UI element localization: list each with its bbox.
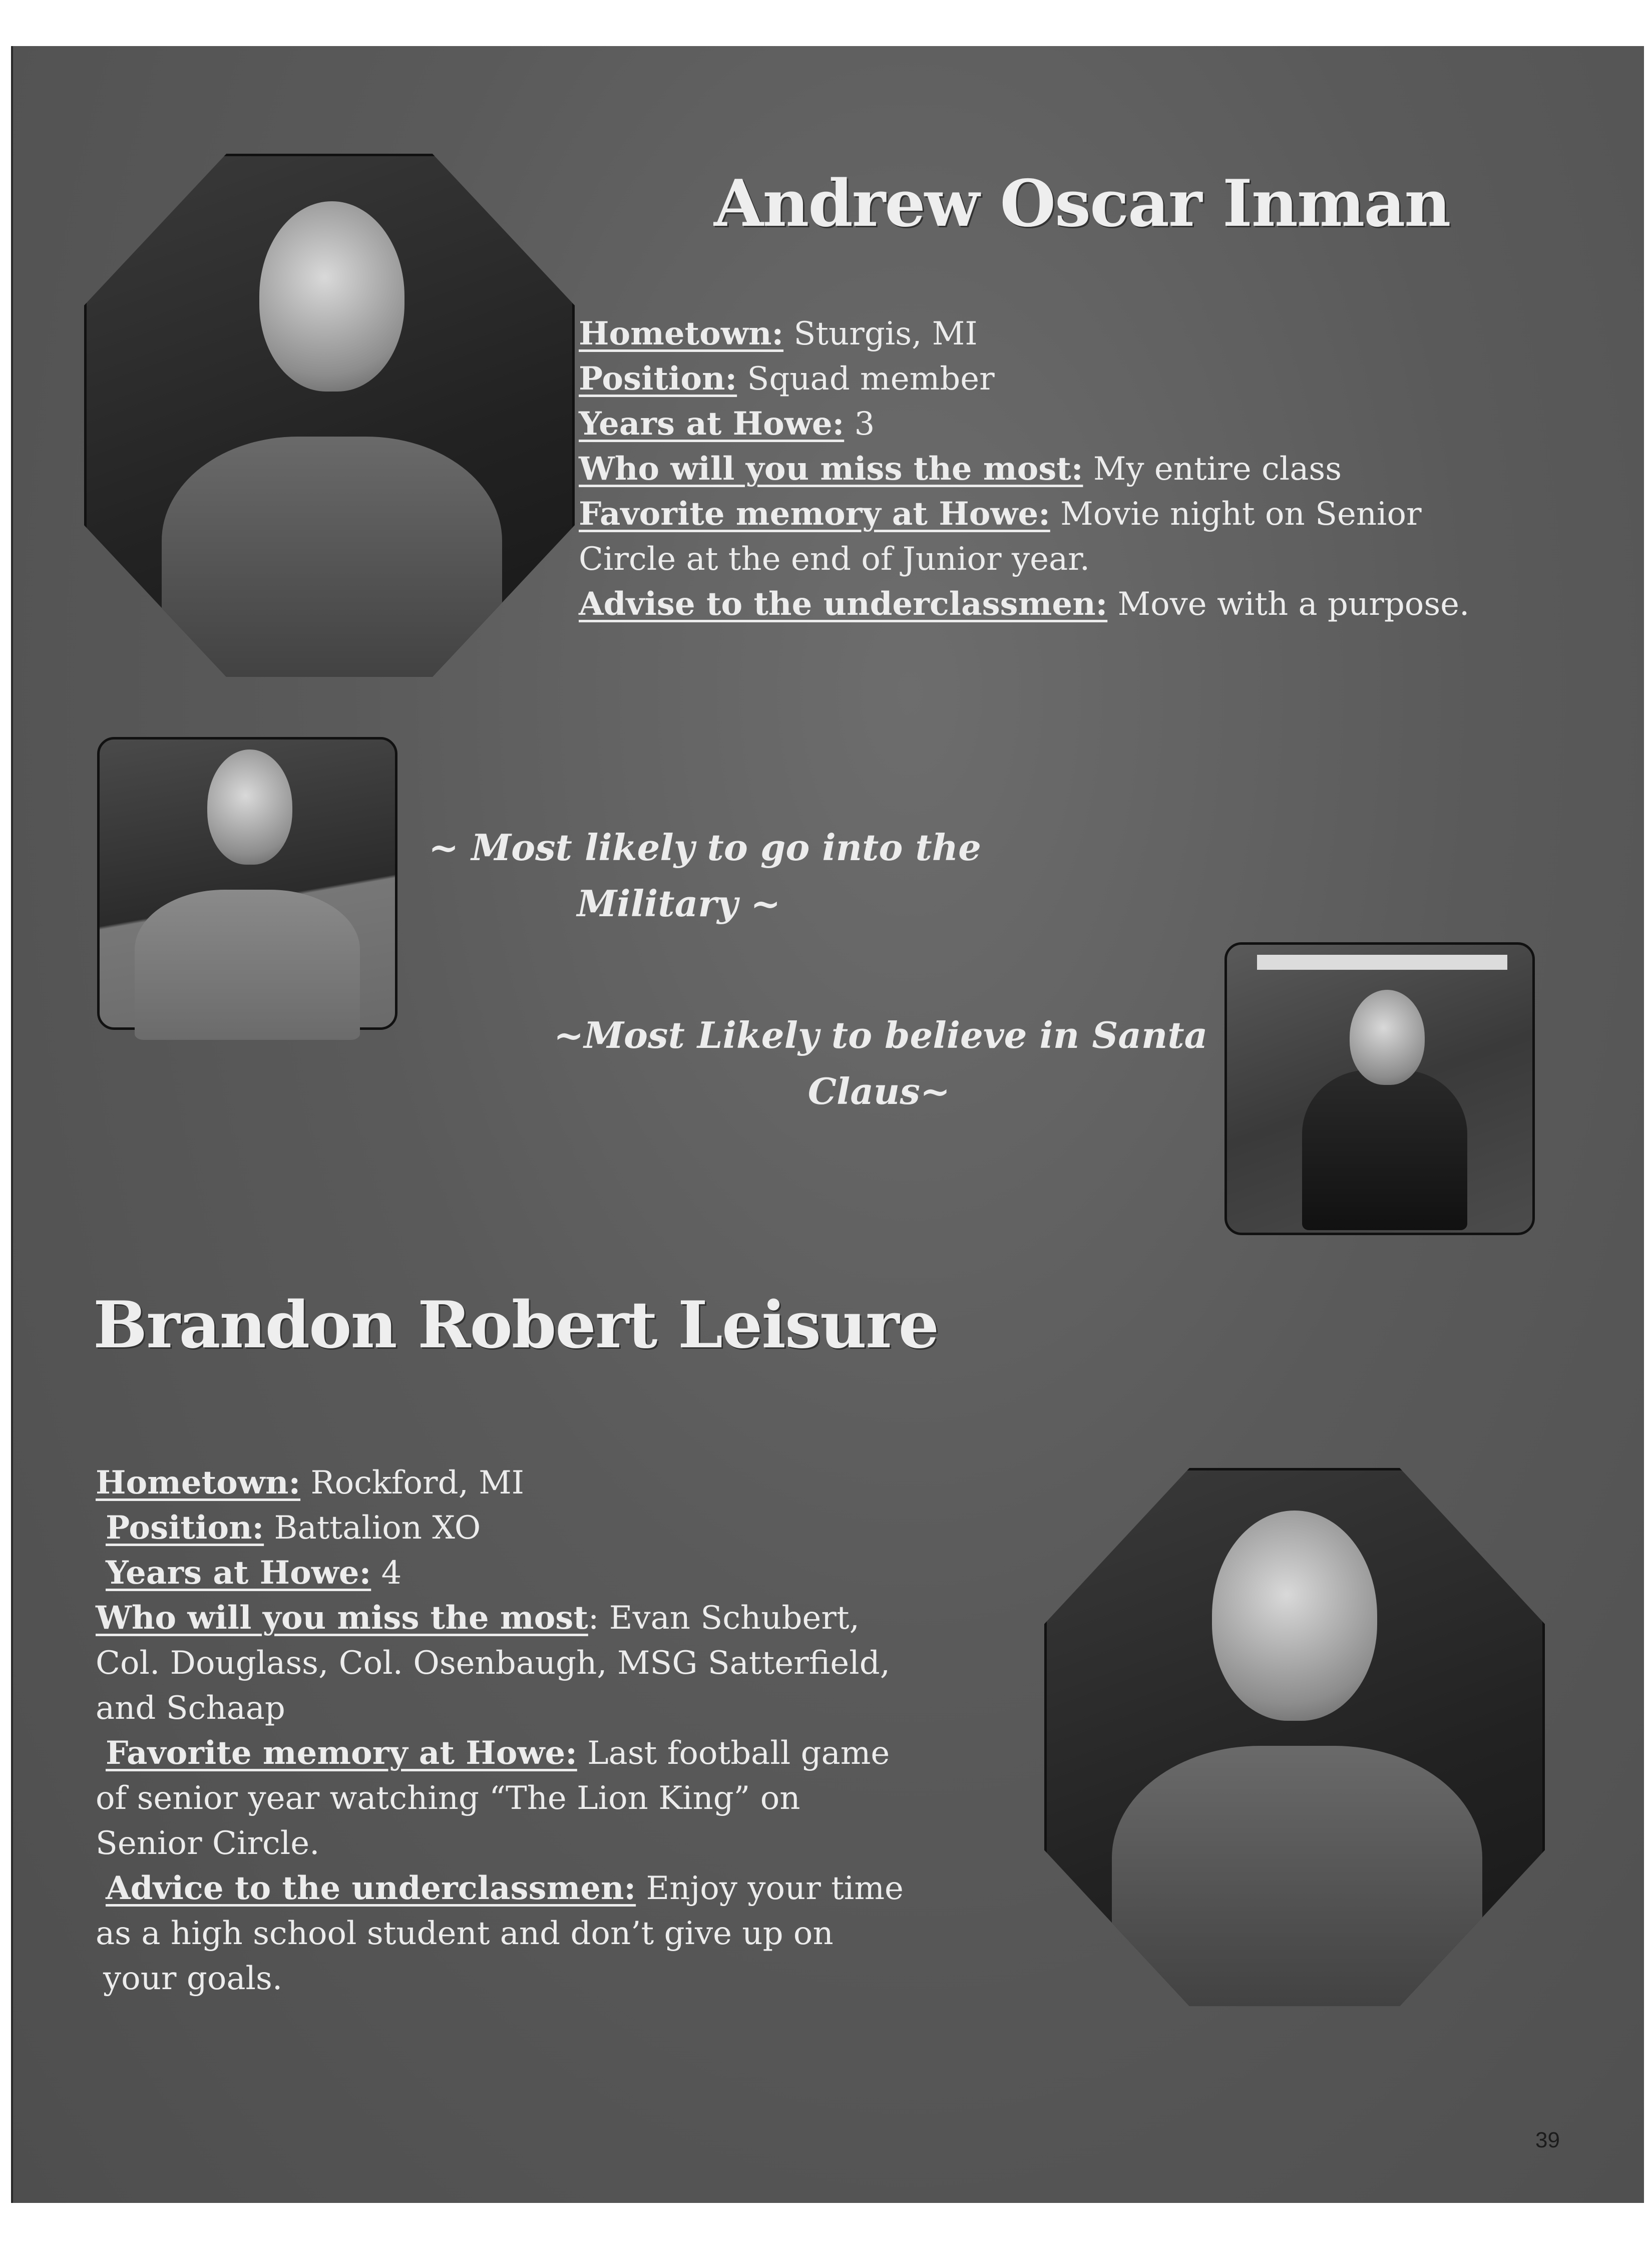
yearbook-page xyxy=(11,46,1644,2203)
bio-value: Last football game xyxy=(577,1735,890,1772)
bio-label: Years at Howe: xyxy=(106,1554,371,1592)
bio-line-hometown xyxy=(96,1460,904,1506)
bio-value: Rockford, MI xyxy=(300,1464,525,1501)
bio-label: Hometown: xyxy=(579,315,784,352)
bio-line-memory xyxy=(579,492,1469,537)
bio-label: Advise to the underclassmen: xyxy=(579,585,1108,623)
bio-line-hometown xyxy=(579,311,1469,356)
andrew-candid-photo xyxy=(97,737,397,1030)
andrew-bio xyxy=(579,311,1469,627)
andrew-name: Andrew Oscar Inman xyxy=(714,166,1450,241)
portrait-figure xyxy=(1047,1470,1542,2004)
bio-line-position xyxy=(96,1506,904,1551)
bio-label: Favorite memory at Howe: xyxy=(106,1734,577,1772)
bio-label: Who will you miss the most: xyxy=(579,450,1083,488)
bio-line-advice-cont: your goals. xyxy=(103,1960,283,1997)
bio-value: 4 xyxy=(371,1555,402,1592)
bio-label: Position: xyxy=(579,360,737,398)
bio-value: Sturgis, MI xyxy=(783,315,978,352)
bio-line-advice xyxy=(96,1866,904,1911)
bio-value: Enjoy your time xyxy=(636,1870,904,1907)
bio-value: My entire class xyxy=(1083,451,1342,488)
quote-line: Military ~ xyxy=(577,882,781,925)
bio-label: Years at Howe: xyxy=(579,405,845,443)
bio-line-miss xyxy=(96,1596,904,1641)
brandon-portrait-photo xyxy=(1044,1468,1545,2006)
bio-value: Move with a purpose. xyxy=(1107,586,1470,623)
quote-military xyxy=(429,820,981,932)
quote-line: ~ Most likely to go into the xyxy=(429,826,981,869)
candid-figure xyxy=(100,739,395,1027)
bio-line-miss-cont: Col. Douglass, Col. Osenbaugh, MSG Satterfield, xyxy=(96,1645,891,1682)
bio-label: Who will you miss the most xyxy=(96,1599,588,1637)
quote-line: Claus~ xyxy=(807,1070,951,1112)
brandon-name: Brandon Robert Leisure xyxy=(93,1288,938,1363)
portrait-figure xyxy=(87,156,572,674)
bio-label: Advice to the underclassmen: xyxy=(106,1869,636,1907)
bio-value: 3 xyxy=(844,406,875,443)
bio-line-memory-cont: Senior Circle. xyxy=(96,1825,320,1862)
bio-label: Position: xyxy=(106,1509,264,1547)
bio-label: Favorite memory at Howe: xyxy=(579,495,1050,533)
quote-line: ~Most Likely to believe in Santa xyxy=(554,1014,1208,1056)
bio-line-memory-cont: of senior year watching “The Lion King” on xyxy=(96,1780,800,1817)
bio-line-advice xyxy=(579,582,1469,627)
candid-figure xyxy=(1227,945,1532,1233)
bio-value: : Evan Schubert, xyxy=(588,1600,860,1637)
bio-line-position xyxy=(579,356,1469,402)
bio-line-miss-cont: and Schaap xyxy=(96,1690,285,1727)
bio-value: Battalion XO xyxy=(264,1510,481,1547)
bio-line-years xyxy=(579,402,1469,447)
bio-line-memory-cont: Circle at the end of Junior year. xyxy=(579,541,1090,578)
bio-line-years xyxy=(96,1551,904,1596)
bio-label: Hometown: xyxy=(96,1464,301,1501)
brandon-bio xyxy=(96,1460,904,2001)
bio-line-miss xyxy=(579,447,1469,492)
bio-value: Movie night on Senior xyxy=(1050,496,1422,533)
brandon-candid-photo xyxy=(1224,942,1535,1235)
bio-line-memory xyxy=(96,1731,904,1776)
quote-santa xyxy=(554,1007,1208,1119)
page-number: 39 xyxy=(1535,2128,1560,2152)
bio-value: Squad member xyxy=(737,360,995,398)
andrew-portrait-photo xyxy=(84,154,575,677)
bio-line-advice-cont: as a high school student and don’t give up on xyxy=(96,1915,834,1952)
